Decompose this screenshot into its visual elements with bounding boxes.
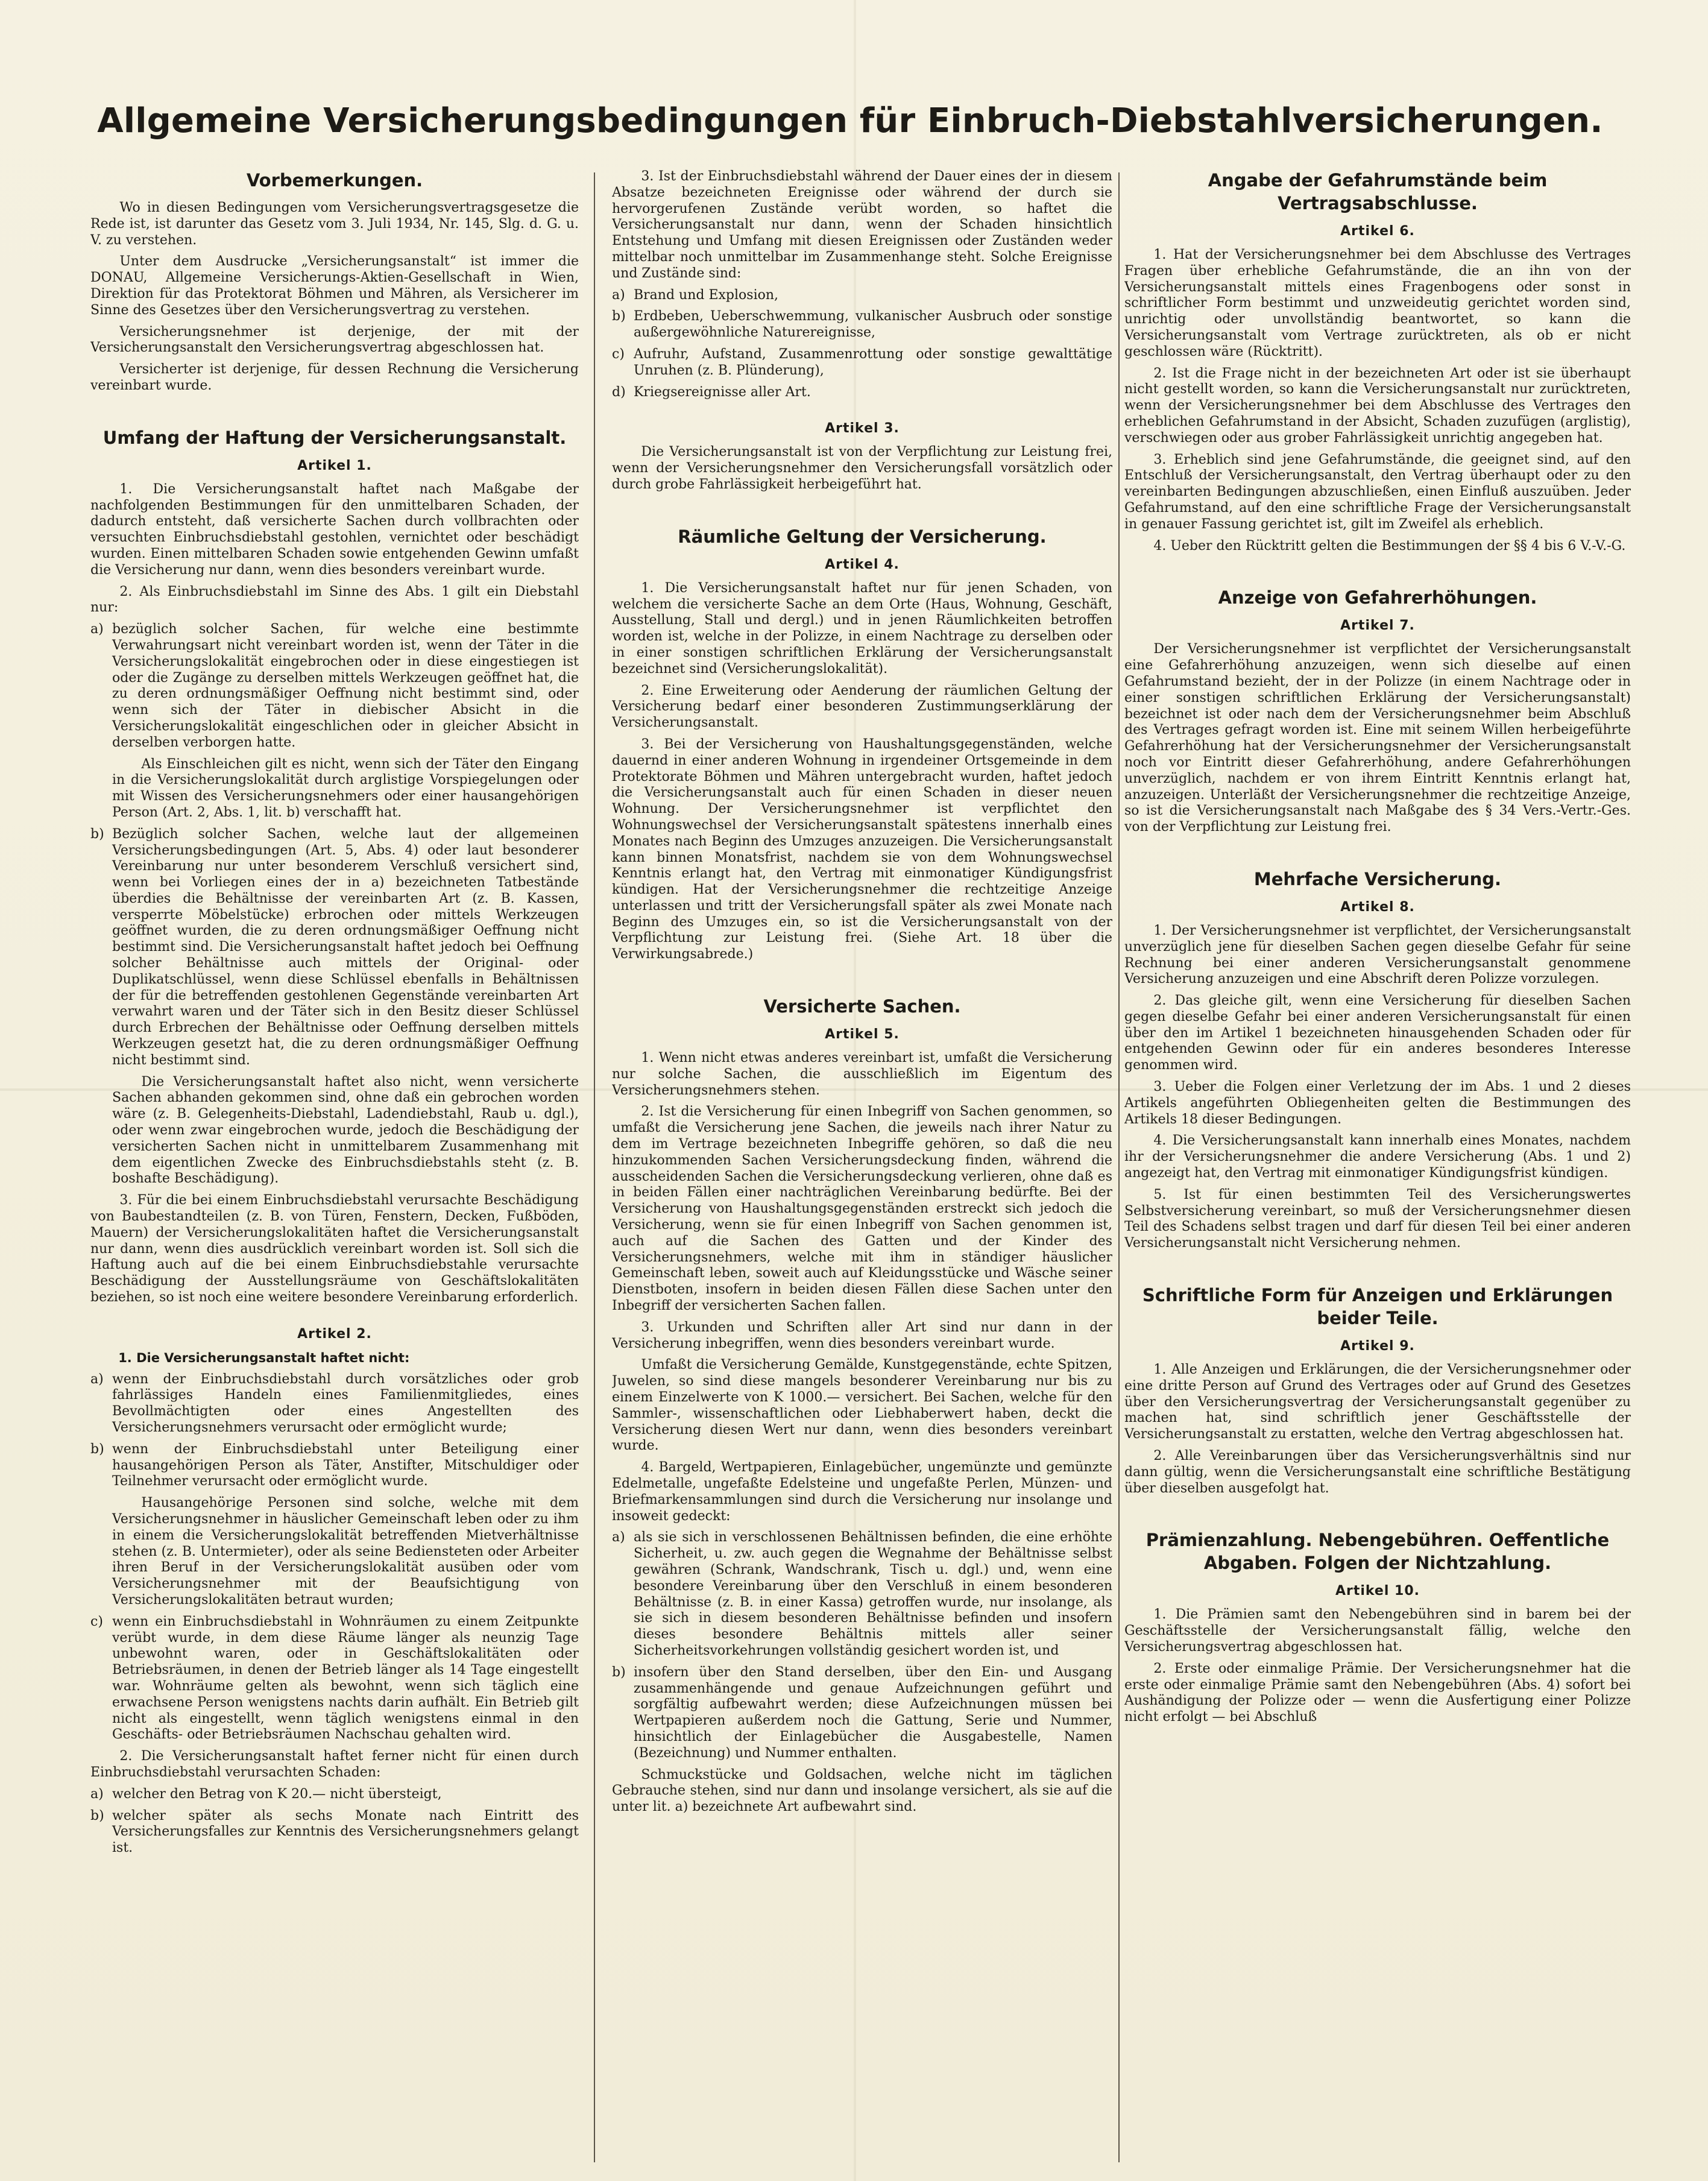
paragraph: 2. Das gleiche gilt, wenn eine Versicherung für dieselben Sachen gegen dieselbe Gefahr bei einer anderen Versicherungsanstalt für einen über den im Artikel 1 bezeichneten hinausgehenden Schaden oder für entgehenden Gewinn oder für ein anderes besonderes Interesse genommen wird. [1124,993,1631,1073]
list-item [612,347,1112,379]
list-item [90,1614,579,1743]
list-marker: b) [612,1664,626,1680]
list-item [90,1808,579,1857]
paragraph: 5. Ist für einen bestimmten Teil des Versicherungswertes Selbstversicherung vereinbart, so muß der Versicherungsnehmer diesen Teil des Schadens selbst tragen und darf für diesen Teil bei einer anderen Versicherungsanstalt nicht Versicherung nehmen. [1124,1187,1631,1251]
paragraph: Der Versicherungsnehmer ist verpflichtet der Versicherungsanstalt eine Gefahrerhöhung anzuzeigen, wenn sich dieselbe auf einen Gefahrumstand bezieht, der in der Polizze (in einem Nachtrage oder in einer sonstigen schriftlichen Erklärung der Versicherungsanstalt) bezeichnet ist oder nach dem der Versicherungsnehmer beim Abschluß des Vertrages gefragt worden ist. Eine mit seinem Willen herbeigeführte Gefahrerhöhung hat der Versicherungsnehmer der Versicherungsanstalt noch vor Eintritt dieser Gefahrerhöhung, andere Gefahrerhöhungen unverzüglich, nachdem er von ihrem Eintritt Kenntnis erlangt hat, anzuzeigen. Unterläßt der Versicherungsnehmer die rechtzeitige Anzeige, so ist die Versicherungsanstalt nach Maßgabe des § 34 Vers.-Vertr.-Ges. von der Verpflichtung zur Leistung frei. [1124,642,1631,835]
heading-praemienzahlung: Prämienzahlung. Nebengebühren. Oeffentliche Abgaben. Folgen der Nichtzahlung. [1145,1530,1610,1574]
list-item-text: welcher später als sechs Monate nach Eintritt des Versicherungsfalles zur Kenntnis des Versicherungsnehmers gelangt ist. [112,1808,579,1856]
list-item [612,1665,1112,1762]
list-item-text: als sie sich in verschlossenen Behältnissen befinden, die eine erhöhte Sicherheit, u. zw. auch gegen die Wegnahme der Behältnisse selbst gewähren (Schrank, Wandschrank, Tisch u. dgl.) und, wenn eine besondere Vereinbarung über den Verschluß in einem besonderen Behältnisse (z. B. in einer Kassa) getroffen wurde, nur insolange, als sie sich in diesem besonderen Behältnisse befinden und insofern dieses besondere Behältnis mittels aller seiner Sicherheitsvorkehrungen vollständig gesichert worden ist, und [634,1530,1112,1658]
list-item-text: insofern über den Stand derselben, über den Ein- und Ausgang zusammenhängende und genaue Aufzeichnungen geführt und sorgfältig aufbewahrt werden; diese Aufzeichnungen müssen bei Wertpapieren außerdem noch die Gattung, Serie und Nummer, hinsichtlich der Einlagebücher die Ausgabestelle, Namen (Bezeichnung) und Nummer enthalten. [634,1664,1112,1761]
heading-umfang-der-haftung: Umfang der Haftung der Versicherungsanstalt. [102,427,567,448]
column-middle [612,169,1112,2171]
paragraph: Wo in diesen Bedingungen vom Versicherungsvertragsgesetze die Rede ist, ist darunter das Gesetz vom 3. Juli 1934, Nr. 145, Slg. d. G. u. V. zu verstehen. [90,200,579,248]
paragraph: 1. Alle Anzeigen und Erklärungen, die der Versicherungsnehmer oder eine dritte Person auf Grund des Vertrages oder auf Grund des Gesetzes über den Versicherungsvertrag der Versicherungsanstalt gegenüber zu machen hat, sind schriftlich jener Geschäftsstelle der Versicherungsanstalt zu erstatten, welche den Vertrag abgeschlossen hat. [1124,1362,1631,1442]
paragraph: 3. Erheblich sind jene Gefahrumstände, die geeignet sind, auf den Entschluß der Versicherungsanstalt, den Vertrag überhaupt oder zu den vereinbarten Bedingungen abzuschließen, einen Einfluß auszuüben. Jeder Gefahrumstand, auf den eine schriftliche Frage der Versicherungsanstalt in genauer Fassung gerichtet ist, gilt im Zweifel als erheblich. [1124,452,1631,532]
article-8-heading: Artikel 8. [1340,899,1415,915]
list-item [612,288,1112,304]
paragraph: 4. Die Versicherungsanstalt kann innerhalb eines Monates, nachdem ihr der Versicherungsnehmer die andere Versicherung (Abs. 1 und 2) angezeigt hat, den Vertrag mit einmonatiger Kündigungsfrist kündigen. [1124,1133,1631,1181]
article-10-heading: Artikel 10. [1335,1583,1420,1599]
paragraph: 3. Ueber die Folgen einer Verletzung der im Abs. 1 und 2 dieses Artikels angeführten Obliegenheiten gelten die Bestimmungen des Artikels 18 dieser Bedingungen. [1124,1079,1631,1127]
paragraph: 1. Die Prämien samt den Nebengebühren sind in barem bei der Geschäftsstelle der Versicherungsanstalt fällig, welche den Versicherungsvertrag abgeschlossen hat. [1124,1607,1631,1655]
list-marker: b) [90,1808,104,1823]
list-marker: a) [612,287,625,303]
paragraph: Umfaßt die Versicherung Gemälde, Kunstgegenstände, echte Spitzen, Juwelen, so sind diese mangels besonderer Vereinbarung nur bis zu einem Einzelwerte von K 1000.— versichert. Bei Sachen, welche für den Sammler-, wissenschaftlichen oder Liebhaberwert haben, deckt die Versicherung diesen Wert nur dann, wenn dies besonders vereinbart wurde. [612,1357,1112,1454]
paragraph: Unter dem Ausdrucke „Versicherungsanstalt“ ist immer die DONAU, Allgemeine Versicherungs-Aktien-Gesellschaft in Wien, Direktion für das Protektorat Böhmen und Mähren, als Versicherer im Sinne des Gesetzes über den Versicherungsvertrag zu verstehen. [90,254,579,318]
list-item [612,1530,1112,1659]
paragraph: 2. Erste oder einmalige Prämie. Der Versicherungsnehmer hat die erste oder einmalige Prämie samt den Nebengebühren (Abs. 4) sofort bei Aushändigung der Polizze oder — wenn die Ausfertigung einer Polizze nicht erfolgt — bei Abschluß [1124,1661,1631,1725]
article-9-heading: Artikel 9. [1340,1339,1415,1354]
column-left [90,169,579,2171]
heading-versicherte-sachen: Versicherte Sachen. [763,996,961,1017]
list-marker: a) [90,1786,104,1802]
column-divider-2 [1118,172,1120,2162]
heading-gefahrerhoehungen: Anzeige von Gefahrerhöhungen. [1218,587,1537,608]
list-item-text: wenn der Einbruchsdiebstahl durch vorsätzliches oder grob fahrlässiges Handeln eines Familienmitgliedes, eines Bevollmächtigten oder eines Angestellten des Versicherungsnehmers verursacht oder ermöglicht wurde; [112,1371,579,1435]
list-marker: b) [90,826,104,842]
paragraph: Schmuckstücke und Goldsachen, welche nicht im täglichen Gebrauche stehen, sind nur dann und insolange versichert, als sie auf die unter lit. a) bezeichnete Art aufbewahrt sind. [612,1767,1112,1815]
list-item [612,309,1112,341]
list-marker: a) [612,1530,625,1545]
list-item [90,622,579,751]
heading-mehrfache-versicherung: Mehrfache Versicherung. [1253,868,1502,889]
heading-schriftliche-form: Schriftliche Form für Anzeigen und Erklärungen beider Teile. [1142,1285,1613,1329]
paragraph: 3. Ist der Einbruchsdiebstahl während der Dauer eines der in diesem Absatze bezeichneten Ereignisse oder während der durch sie hervorgerufenen Zustände verübt worden, so haftet die Versicherungsanstalt nur dann, wenn der Schaden hinsichtlich Entstehung und Umfang mit diesen Ereignissen oder Zuständen weder mittelbar noch unmittelbar im Zusammenhange steht. Solche Ereignisse und Zustände sind: [612,169,1112,281]
paragraph: 2. Ist die Frage nicht in der bezeichneten Art oder ist sie überhaupt nicht gestellt worden, so kann die Versicherungsanstalt nur zurücktreten, wenn der Versicherungsnehmer bei dem Abschlusse des Vertrages den erheblichen Gefahrumstand in der Absicht, Schaden zuzufügen (arglistig), verschwiegen oder aus grober Fahrlässigkeit unrichtig angegeben hat. [1124,365,1631,446]
article-4-heading: Artikel 4. [825,557,900,572]
heading-vorbemerkungen: Vorbemerkungen. [246,170,423,191]
paragraph: 2. Als Einbruchsdiebstahl im Sinne des Abs. 1 gilt ein Diebstahl nur: [90,584,579,616]
paragraph: 4. Ueber den Rücktritt gelten die Bestimmungen der §§ 4 bis 6 V.-V.-G. [1153,538,1626,554]
paragraph: 1. Wenn nicht etwas anderes vereinbart ist, umfaßt die Versicherung nur solche Sachen, die ausschließlich im Eigentum des Versicherungsnehmers stehen. [612,1050,1112,1098]
paragraph: 2. Alle Vereinbarungen über das Versicherungsverhältnis sind nur dann gültig, wenn die Versicherungsanstalt eine schriftliche Bestätigung über dieselben ausgefolgt hat. [1124,1448,1631,1496]
paragraph: Versicherungsnehmer ist derjenige, der mit der Versicherungsanstalt den Versicherungsvertrag abgeschlossen hat. [90,324,579,356]
document-title: Allgemeine Versicherungsbedingungen für Einbruch-Diebstahlversicherungen. [97,101,1603,140]
paragraph: Die Versicherungsanstalt ist von der Verpflichtung zur Leistung frei, wenn der Versicherungsnehmer den Versicherungsfall vorsätzlich oder durch grobe Fahrlässigkeit herbeigeführt hat. [612,444,1112,492]
list-marker: b) [90,1441,104,1457]
list-item-text: Erdbeben, Ueberschwemmung, vulkanischer Ausbruch oder sonstige außergewöhnliche Naturereignisse, [634,309,1112,341]
column-right [1124,169,1631,2171]
article-1-heading: Artikel 1. [297,458,372,473]
heading-raeumliche-geltung: Räumliche Geltung der Versicherung. [678,526,1047,547]
paragraph: 1. Der Versicherungsnehmer ist verpflichtet, der Versicherungsanstalt unverzüglich jene für dieselben Sachen gegen dieselbe Gefahr für seine Rechnung bei einer anderen Versicherungsanstalt genommene Versicherung anzuzeigen und eine Abschrift deren Polizze vorzulegen. [1124,923,1631,987]
paragraph: 2. Die Versicherungsanstalt haftet ferner nicht für einen durch Einbruchsdiebstahl verursachten Schaden: [90,1749,579,1780]
list-item-text: Kriegsereignisse aller Art. [634,384,811,400]
list-item-text: Bezüglich solcher Sachen, welche laut der allgemeinen Versicherungsbedingungen (Art. 5, Abs. 4) oder laut besonderer Vereinbarung nur unter besonderem Verschluß versichert sind, wenn bei Vorliegen eines der in a) bezeichneten Tatbestände überdies die Behältnisse der vereinbarten Art (z. B. Kassen, versperrte Möbelstücke) erbrochen oder mittels Werkzeugen geöffnet wurden, die zu deren ordnungsmäßiger Oeffnung nicht bestimmt sind. Die Versicherungsanstalt haftet jedoch bei Oeffnung solcher Behältnisse auch mittels der Original- oder Duplikatschlüssel, wenn diese Schlüssel ebenfalls in Behältnissen der für die betreffenden gestohlenen Gegenstände vereinbarten Art verwahrt waren und der Täter sich in den Besitz dieser Schlüssel durch Erbrechen der Behältnisse oder Oeffnung derselben mittels Werkzeugen gesetzt hat, die zu deren ordnungsmäßiger Oeffnung nicht bestimmt sind. [112,826,579,1068]
paragraph: 2. Ist die Versicherung für einen Inbegriff von Sachen genommen, so umfaßt die Versicherung jene Sachen, die jeweils nach ihrer Natur zu dem im Vertrage bezeichneten Inbegriffe gehören, so daß die neu hinzukommenden Sachen Versicherungsdeckung finden, während die ausscheidenden Sachen die Versicherungsdeckung verlieren, ohne daß es in beiden Fällen einer nachträglichen Vereinbarung bedürfte. Bei der Versicherung von Haushaltungsgegenständen erstreckt sich jedoch die Versicherung, wenn sie für einen Inbegriff von Sachen genommen ist, auch auf die Sachen des Gatten und der Kinder des Versicherungsnehmers, welche mit ihm in ständiger häuslicher Gemeinschaft leben, soweit auch auf Kleidungsstücke und Wäsche seiner Dienstboten, insofern in beiden diesen Fällen diese Sachen unter den Inbegriff der versicherten Sachen fallen. [612,1104,1112,1314]
paragraph: 3. Urkunden und Schriften aller Art sind nur dann in der Versicherung inbegriffen, wenn dies besonders vereinbart wurde. [612,1319,1112,1351]
list-item [90,827,579,1069]
article-7-heading: Artikel 7. [1340,618,1415,634]
list-item-text: welcher den Betrag von K 20.— nicht übersteigt, [112,1786,442,1802]
paragraph: Hausangehörige Personen sind solche, welche mit dem Versicherungsnehmer in häuslicher Gemeinschaft leben oder zu ihm in einem die Versicherungslokalität betreffenden Mietverhältnisse stehen (z. B. Untermieter), oder als seine Bediensteten oder Arbeiter ihren Beruf in der Versicherungslokalität ausüben oder vom Versicherungsnehmer mit der Beaufsichtigung von Versicherungslokalitäten betraut wurden; [112,1495,579,1608]
list-marker: b) [612,309,626,324]
paragraph: Als Einschleichen gilt es nicht, wenn sich der Täter den Eingang in die Versicherungslokalität durch arglistige Vorspiegelungen oder mit Wissen des Versicherungsnehmers oder einer hausangehörigen Person (Art. 2, Abs. 1, lit. b) verschafft hat. [112,756,579,820]
paragraph: Versicherter ist derjenige, für dessen Rechnung die Versicherung vereinbart wurde. [90,362,579,393]
list-marker: a) [90,1371,104,1387]
list-marker: a) [90,622,104,637]
paragraph: 1. Hat der Versicherungsnehmer bei dem Abschlusse des Vertrages Fragen über erhebliche Gefahrumstände, die an ihn von der Versicherungsanstalt mittels eines Fragenbogens oder sonst in schriftlicher Form bestimmt und unzweideutig gerichtet worden sind, unrichtig oder unvollständig beantwortet, so kann die Versicherungsanstalt vom Vertrage zurücktreten, als ob er nicht geschlossen wäre (Rücktritt). [1124,247,1631,359]
list-item-text: Brand und Explosion, [634,287,779,303]
article-6-heading: Artikel 6. [1340,224,1415,239]
column-divider-1 [594,172,595,2162]
paragraph: 1. Die Versicherungsanstalt haftet nach Maßgabe der nachfolgenden Bestimmungen für den unmittelbaren Schaden, der dadurch entsteht, daß versicherte Sachen durch vollbrachten oder versuchten Einbruchsdiebstahl gestohlen, vernichtet oder beschädigt wurden. Einen mittelbaren Schaden sowie entgehenden Gewinn umfaßt die Versicherung nur dann, wenn dies besonders vereinbart wurde. [90,481,579,578]
paragraph: 4. Bargeld, Wertpapieren, Einlagebücher, ungemünzte und gemünzte Edelmetalle, ungefaßte Edelsteine und ungefaßte Perlen, Münzen- und Briefmarkensammlungen sind durch die Versicherung nur insolange und insoweit gedeckt: [612,1460,1112,1524]
paragraph: 3. Für die bei einem Einbruchsdiebstahl verursachte Beschädigung von Baubestandteilen (z. B. von Türen, Fenstern, Decken, Fußböden, Mauern) der Versicherungslokalitäten haftet die Versicherungsanstalt nur dann, wenn dies ausdrücklich vereinbart worden ist. Soll sich die Haftung auch auf die bei einem Einbruchsdiebstahle verursachte Beschädigung der Ausstellungsräume von Geschäftslokalitäten beziehen, so ist noch eine weitere besondere Vereinbarung erforderlich. [90,1193,579,1305]
paragraph: 2. Eine Erweiterung oder Aenderung der räumlichen Geltung der Versicherung bedarf einer besonderen Zustimmungserklärung der Versicherungsanstalt. [612,683,1112,731]
list-item [90,1787,579,1803]
heading-gefahrumstaende: Angabe der Gefahrumstände beim Vertragsabschlusse. [1208,170,1548,213]
list-marker: d) [612,384,626,400]
paragraph: 1. Die Versicherungsanstalt haftet nur für jenen Schaden, von welchem die versicherte Sache an dem Orte (Haus, Wohnung, Geschäft, Ausstellung, Stall und dergl.) und in jenen Räumlichkeiten betroffen worden ist, welche in der Polizze, in einem Nachtrage zu derselben oder in einer sonstigen schriftlichen Erklärung der Versicherungsanstalt bezeichnet sind (Versicherungslokalität). [612,580,1112,677]
list-item-text: bezüglich solcher Sachen, für welche eine bestimmte Verwahrungsart nicht vereinbart worden ist, wenn der Täter in die Versicherungslokalität eingebrochen oder in diese eingestiegen ist oder die Zugänge zu derselben mittels Werkzeugen geöffnet hat, die zu deren ordnungsmäßiger Oeffnung nicht bestimmt sind, oder wenn sich der Täter in diebischer Absicht in die Versicherungslokalität eingeschlichen oder in gleicher Absicht in derselben verborgen hatte. [112,622,579,750]
article-5-heading: Artikel 5. [825,1027,900,1043]
list-item-text: wenn der Einbruchsdiebstahl unter Beteiligung einer hausangehörigen Person als Täter, Anstifter, Mitschuldiger oder Teilnehmer verursacht oder ermöglicht wurde. [112,1441,579,1489]
list-item [90,1442,579,1490]
list-item-text: Aufruhr, Aufstand, Zusammenrottung oder sonstige gewalttätige Unruhen (z. B. Plünderung), [634,346,1112,378]
list-item-text: wenn ein Einbruchsdiebstahl in Wohnräumen zu einem Zeitpunkte verübt wurde, in dem diese Räume länger als neunzig Tage unbewohnt waren, oder in Geschäftslokalitäten oder Betriebsräumen, in denen der Betrieb länger als 14 Tage eingestellt war. Wohnräume gelten als bewohnt, wenn sich täglich eine erwachsene Person wenigstens nachts darin aufhält. Ein Betrieb gilt nicht als eingestellt, wenn täglich wenigstens einmal in den Geschäfts- oder Betriebsräumen Nachschau gehalten wird. [112,1614,579,1743]
list-item [90,1372,579,1436]
paragraph: 3. Bei der Versicherung von Haushaltungsgegenständen, welche dauernd in einer anderen Wohnung in irgendeiner Ortsgemeinde in dem Protektorate Böhmen und Mähren untergebracht wurden, haftet jedoch die Versicherungsanstalt auch für einen Schaden in dieser neuen Wohnung. Der Versicherungsnehmer ist verpflichtet den Wohnungswechsel der Versicherungsanstalt spätestens innerhalb eines Monates nach Beginn des Umzuges anzuzeigen. Die Versicherungsanstalt kann binnen Monatsfrist, nachdem sie von dem Wohnungswechsel Kenntnis erlangt hat, den Vertrag mit einmonatiger Kündigungsfrist kündigen. Hat der Versicherungsnehmer die rechtzeitige Anzeige unterlassen und tritt der Versicherungsfall später als zwei Monate nach Beginn des Umzuges ein, so ist die Versicherungsanstalt von der Verpflichtung zur Leistung frei. (Siehe Art. 18 über die Verwirkungsabrede.) [612,736,1112,962]
paragraph: Die Versicherungsanstalt haftet also nicht, wenn versicherte Sachen abhanden gekommen sind, ohne daß ein gebrochen worden wäre (z. B. Gelegenheits-Diebstahl, Ladendiebstahl, Raub u. dgl.), oder wenn zwar eingebrochen wurde, jedoch die Beschädigung der versicherten Sachen nicht in unmittelbarem Zusammenhang mit dem eigentlichen Zwecke des Einbruchsdiebstahls steht (z. B. boshafte Beschädigung). [112,1074,579,1187]
paragraph: 1. Die Versicherungsanstalt haftet nicht: [118,1350,410,1365]
list-item [612,385,1112,401]
list-marker: c) [612,346,625,362]
article-3-heading: Artikel 3. [825,421,900,437]
article-2-heading: Artikel 2. [297,1326,372,1342]
list-marker: c) [90,1614,103,1629]
